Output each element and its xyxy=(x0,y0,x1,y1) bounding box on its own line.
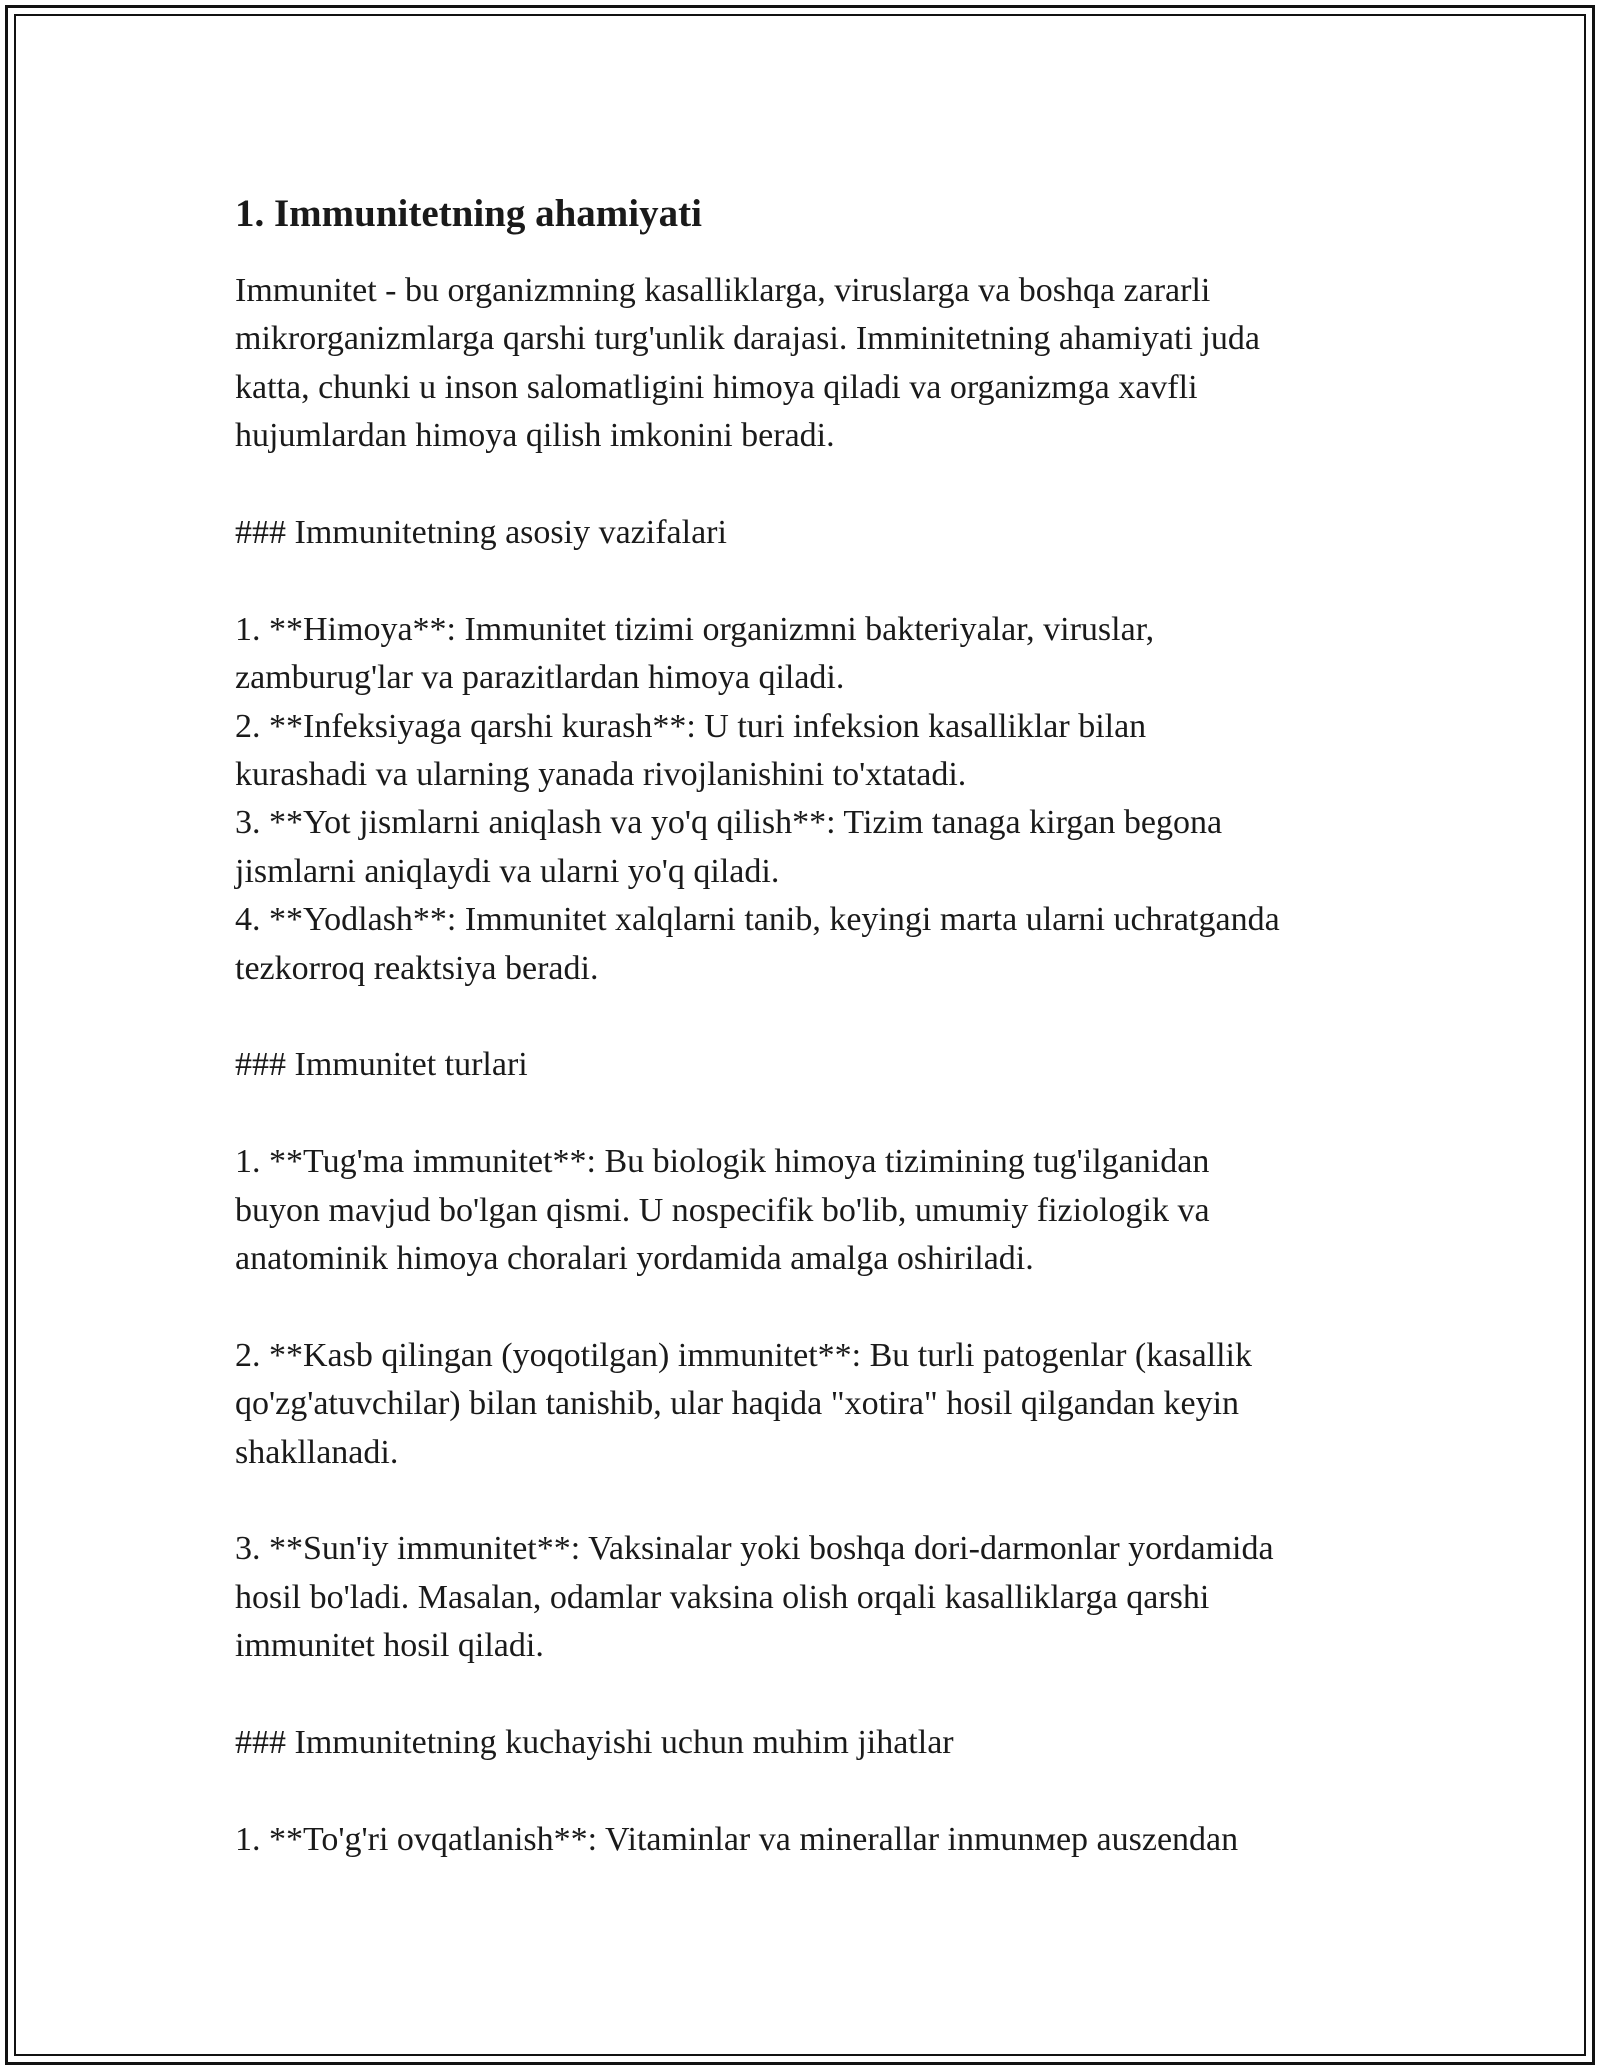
list-item: 3. **Yot jismlarni aniqlash va yo'q qilish**: Tizim tanaga kirgan begona jismlarni aniqlaydi va ularni yo'q qiladi. xyxy=(235,804,1223,890)
list-item: 1. **Tug'ma immunitet**: Bu biologik himoya tizimining tug'ilganidan buyon mavjud bo'lgan qismi. U nospecifik bo'lib, umumiy fiziologik va anatominik himoya choralari yordamida amalga oshiriladi. xyxy=(235,1143,1210,1278)
list-item: 4. **Yodlash**: Immunitet xalqlarni tanib, keyingi marta ularni uchratganda tezkorroq reaktsiya beradi. xyxy=(235,901,1280,987)
spacer xyxy=(235,1477,1395,1525)
spacer xyxy=(235,1283,1395,1331)
section-heading-functions: ### Immunitetning asosiy vazifalari xyxy=(235,514,727,552)
spacer xyxy=(235,1767,1395,1815)
spacer xyxy=(235,461,1395,509)
spacer xyxy=(235,993,1395,1041)
intro-paragraph: Immunitet - bu organizmning kasalliklarga, viruslarga va boshqa zararli mikrorganizmlarga qarshi turg'unlik darajasi. Imminitetning ahamiyati juda katta, chunki u inson salomatligini himoya qiladi va organizmga xavfli hujumlardan himoya qilish imkonini beradi. xyxy=(235,272,1260,455)
list-item: 1. **To'g'ri ovqatlanish**: Vitaminlar va minerallar inmunмер auszendan xyxy=(235,1820,1239,1858)
list-item: 2. **Infeksiyaga qarshi kurash**: U turi infeksion kasalliklar bilan kurashadi va ularning yanada rivojlanishini to'xtatadi. xyxy=(235,707,1147,794)
spacer xyxy=(235,1090,1395,1138)
section-heading-strengthening: ### Immunitetning kuchayishi uchun muhim jihatlar xyxy=(235,1724,954,1762)
document-title: 1. Immunitetning ahamiyati xyxy=(235,192,702,235)
section-heading-types: ### Immunitet turlari xyxy=(235,1046,528,1084)
list-item: 2. **Kasb qilingan (yoqotilgan) immunitet**: Bu turli patogenlar (kasallik qo'zg'atuvchilar) bilan tanishib, ular haqida "xotira" hosil qilgandan keyin shakllanadi. xyxy=(235,1336,1252,1471)
document-body xyxy=(235,185,1395,1864)
spacer xyxy=(235,557,1395,605)
list-item: 1. **Himoya**: Immunitet tizimi organizmni bakteriyalar, viruslar, zamburug'lar va parazitlardan himoya qiladi. xyxy=(235,610,1155,697)
list-item: 3. **Sun'iy immunitet**: Vaksinalar yoki boshqa dori-darmonlar yordamida hosil bo'ladi. Masalan, odamlar vaksina olish orqali kasalliklarga qarshi immunitet hosil qiladi. xyxy=(235,1530,1274,1665)
spacer xyxy=(235,1671,1395,1719)
